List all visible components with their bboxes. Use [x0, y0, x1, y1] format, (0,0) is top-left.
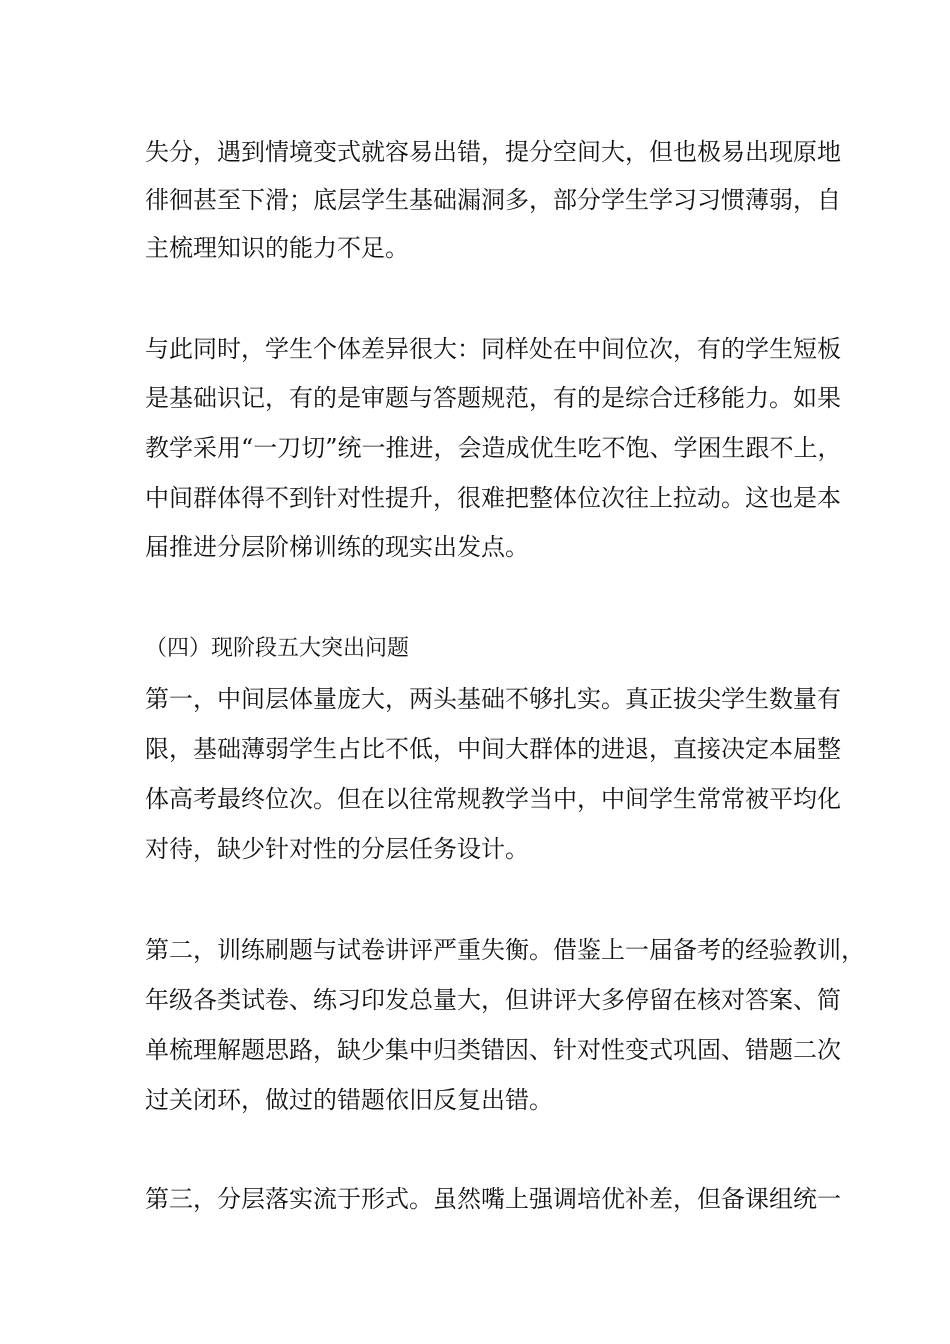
paragraph-2-line-2: 是基础识记，有的是审题与答题规范，有的是综合迁移能力。如果 [145, 384, 841, 412]
paragraph-4-line-1: 第二，训练刷题与试卷讲评严重失衡。借鉴上一届备考的经验教训， [145, 936, 865, 964]
paragraph-3-line-4: 对待，缺少针对性的分层任务设计。 [145, 835, 529, 863]
paragraph-1-line-2: 徘徊甚至下滑；底层学生基础漏洞多，部分学生学习习惯薄弱，自 [145, 186, 841, 214]
section-heading: （四）现阶段五大突出问题 [145, 636, 410, 661]
paragraph-3-line-2: 限，基础薄弱学生占比不低，中间大群体的进退，直接决定本届整 [145, 735, 841, 763]
paragraph-1-line-1: 失分，遇到情境变式就容易出错，提分空间大，但也极易出现原地 [145, 138, 841, 166]
paragraph-4-line-4: 过关闭环，做过的错题依旧反复出错。 [145, 1086, 553, 1114]
paragraph-3-line-3: 体高考最终位次。但在以往常规教学当中，中间学生常常被平均化 [145, 785, 841, 813]
paragraph-2-line-5: 届推进分层阶梯训练的现实出发点。 [145, 533, 529, 561]
paragraph-5-line-1: 第三，分层落实流于形式。虽然嘴上强调培优补差，但备课组统一 [145, 1185, 841, 1213]
paragraph-1-line-3: 主梳理知识的能力不足。 [145, 234, 409, 262]
paragraph-2-line-3: 教学采用“一刀切”统一推进，会造成优生吃不饱、学困生跟不上， [145, 434, 842, 462]
paragraph-3-line-1: 第一，中间层体量庞大，两头基础不够扎实。真正拔尖学生数量有 [145, 685, 841, 713]
paragraph-4-line-2: 年级各类试卷、练习印发总量大，但讲评大多停留在核对答案、简 [145, 986, 841, 1014]
paragraph-2-line-1: 与此同时，学生个体差异很大：同样处在中间位次，有的学生短板 [145, 335, 841, 363]
paragraph-2-line-4: 中间群体得不到针对性提升，很难把整体位次往上拉动。这也是本 [145, 484, 841, 512]
paragraph-4-line-3: 单梳理解题思路，缺少集中归类错因、针对性变式巩固、错题二次 [145, 1036, 841, 1064]
